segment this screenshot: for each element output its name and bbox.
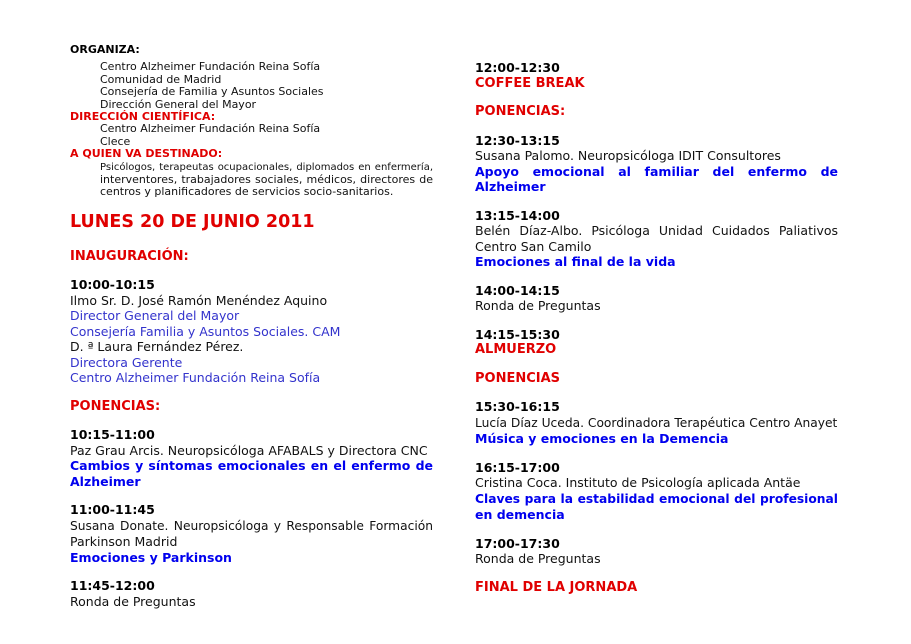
- session-time-text: 11:00-11:45: [70, 502, 155, 518]
- section-heading: [475, 104, 838, 120]
- section-heading: [70, 148, 433, 160]
- text-line-text: interventores, trabajadores sociales, médicos, directores de: [100, 173, 433, 187]
- text-line-text: Clece: [100, 134, 131, 148]
- info-heading-text: ORGANIZA:: [70, 43, 140, 56]
- text-line: [70, 186, 433, 198]
- text-line: [70, 594, 433, 610]
- session-time: [475, 327, 838, 343]
- talk-title: [475, 254, 838, 270]
- text-line: [70, 534, 433, 550]
- text-line-text: D. ª Laura Fernández Pérez.: [70, 339, 244, 355]
- text-line-text: Ilmo Sr. D. José Ramón Menéndez Aquino: [70, 292, 328, 308]
- session-time: [475, 208, 838, 224]
- talk-title-text: Alzheimer: [475, 179, 546, 194]
- session-time: [70, 578, 433, 594]
- talk-title: [475, 164, 838, 180]
- left-column: [70, 40, 433, 622]
- info-heading: [70, 44, 433, 56]
- talk-title-text: Alzheimer: [70, 473, 141, 489]
- day-title: [70, 212, 433, 232]
- speaker-role: [70, 355, 433, 371]
- section-heading-block: [475, 580, 838, 596]
- text-line: [475, 239, 838, 255]
- talk-title-text: Cambios y síntomas emocionales en el enfermo de: [70, 458, 433, 474]
- text-line: [475, 148, 838, 164]
- text-line-text: Parkinson Madrid: [70, 534, 178, 550]
- text-line-text: centros y planificadores de servicios socio-sanitarios.: [100, 185, 394, 199]
- session-time-text: 10:15-11:00: [70, 427, 155, 443]
- talk-title: [475, 431, 838, 447]
- text-line: [475, 415, 838, 432]
- session-block: [70, 502, 433, 565]
- session-block: [475, 399, 838, 447]
- session-time-text: 16:15-17:00: [475, 459, 560, 475]
- session-time-text: 17:00-17:30: [475, 535, 560, 551]
- talk-title-text: Música y emociones en la Demencia: [475, 431, 729, 446]
- session-block: [475, 460, 838, 523]
- section-heading-text: PONENCIAS: [475, 370, 561, 386]
- text-line-text: Consejería de Familia y Asuntos Sociales: [100, 85, 324, 99]
- text-line: [70, 293, 433, 309]
- session-block: [475, 133, 838, 195]
- section-heading-text: INAUGURACIÓN:: [70, 248, 189, 264]
- talk-title: [475, 507, 838, 523]
- section-heading: [475, 342, 838, 358]
- talk-title-text: Emociones al final de la vida: [475, 254, 676, 269]
- day-title-block: [70, 212, 433, 232]
- session-time-text: 15:30-16:15: [475, 399, 560, 414]
- text-line-text: Paz Grau Arcis. Neuropsicóloga AFABALS y Directora CNC: [70, 442, 428, 458]
- text-line-text: Cristina Coca. Instituto de Psicología aplicada Antäe: [475, 475, 801, 490]
- speaker-role-text: Director General del Mayor: [70, 308, 240, 324]
- text-line-text: Ronda de Preguntas: [475, 551, 601, 566]
- section-heading-block: [475, 104, 838, 120]
- info-block: [70, 161, 433, 199]
- session-time: [70, 502, 433, 518]
- text-line-text: Susana Palomo. Neuropsicóloga IDIT Consultores: [475, 148, 781, 163]
- session-block: [475, 60, 838, 91]
- session-block: [475, 327, 838, 358]
- session-time-text: 14:15-15:30: [475, 326, 560, 342]
- text-line: [70, 339, 433, 355]
- section-heading-text: DIRECCIÓN CIENTÍFICA:: [70, 110, 216, 124]
- text-line-text: Centro Alzheimer Fundación Reina Sofía: [100, 122, 321, 136]
- speaker-role: [70, 370, 433, 386]
- text-line: [70, 518, 433, 535]
- section-heading-text: COFFEE BREAK: [475, 75, 585, 91]
- info-block: [70, 123, 433, 148]
- session-block: [475, 208, 838, 270]
- session-time: [70, 277, 433, 293]
- right-column: [475, 40, 838, 622]
- section-heading: [70, 399, 433, 415]
- talk-title-text: Claves para la estabilidad emocional del profesional: [475, 491, 838, 506]
- session-time: [70, 427, 433, 443]
- session-time: [475, 283, 838, 299]
- text-line: [475, 475, 838, 491]
- section-heading-block: [475, 371, 838, 387]
- talk-title: [70, 458, 433, 474]
- session-time: [475, 133, 838, 149]
- text-line: [475, 551, 838, 567]
- session-block: [70, 427, 433, 489]
- session-time-text: 12:30-13:15: [475, 132, 560, 148]
- speaker-role-text: Consejería Familia y Asuntos Sociales. CAM: [70, 323, 341, 339]
- section-heading-text: PONENCIAS:: [70, 398, 161, 414]
- session-time-text: 14:00-14:15: [475, 282, 560, 298]
- session-time: [475, 536, 838, 552]
- speaker-role-text: Directora Gerente: [70, 354, 183, 370]
- speaker-role: [70, 324, 433, 340]
- info-block: [70, 61, 433, 111]
- session-time: [475, 460, 838, 476]
- session-block: [475, 283, 838, 314]
- section-heading-text: ALMUERZO: [475, 342, 557, 357]
- text-line-text: Belén Díaz-Albo. Psicóloga Unidad Cuidados Paliativos: [475, 223, 838, 238]
- text-line: [475, 223, 838, 239]
- section-heading-text: FINAL DE LA JORNADA: [475, 579, 638, 595]
- talk-title-text: Emociones y Parkinson: [70, 549, 232, 565]
- text-line-text: Susana Donate. Neuropsicóloga y Responsable Formación: [70, 518, 433, 533]
- text-line-text: Psicólogos, terapeutas ocupacionales, diplomados en enfermería,: [100, 161, 433, 173]
- section-heading: [475, 580, 838, 596]
- text-line-text: Ronda de Preguntas: [70, 593, 196, 609]
- section-heading-text: A QUIEN VA DESTINADO:: [70, 147, 223, 161]
- info-block: [70, 44, 433, 56]
- day-title-text: LUNES 20 DE JUNIO 2011: [70, 211, 315, 232]
- session-time: [475, 399, 838, 415]
- text-line-text: Ronda de Preguntas: [475, 298, 601, 313]
- talk-title: [475, 491, 838, 508]
- text-line-text: Comunidad de Madrid: [100, 72, 222, 86]
- session-time-text: 11:45-12:00: [70, 578, 155, 594]
- talk-title-text: Apoyo emocional al familiar del enfermo de: [475, 163, 838, 179]
- text-line-text: Centro San Camilo: [475, 238, 592, 254]
- session-time-text: 10:00-10:15: [70, 277, 155, 293]
- text-line: [70, 443, 433, 459]
- session-time-text: 12:00-12:30: [475, 60, 560, 75]
- section-heading: [475, 371, 838, 387]
- text-line-text: Lucía Díaz Uceda. Coordinadora Terapéutica Centro Anayet: [475, 415, 838, 430]
- talk-title: [70, 474, 433, 490]
- info-block: [70, 148, 433, 160]
- session-block: [475, 536, 838, 567]
- session-block: [70, 578, 433, 609]
- text-line-text: Dirección General del Mayor: [100, 97, 257, 111]
- session-time-text: 13:15-14:00: [475, 207, 560, 223]
- section-heading-text: PONENCIAS:: [475, 104, 566, 119]
- session-block: [70, 277, 433, 386]
- section-heading: [475, 76, 838, 92]
- talk-title: [475, 179, 838, 195]
- talk-title-text: en demencia: [475, 507, 565, 522]
- speaker-role-text: Centro Alzheimer Fundación Reina Sofía: [70, 370, 321, 386]
- section-heading-block: [70, 399, 433, 415]
- speaker-role: [70, 308, 433, 324]
- text-line: [475, 298, 838, 314]
- session-time: [475, 60, 838, 76]
- text-line: [70, 161, 433, 174]
- section-heading-block: [70, 249, 433, 265]
- talk-title: [70, 550, 433, 566]
- text-line-text: Centro Alzheimer Fundación Reina Sofía: [100, 60, 321, 74]
- section-heading: [70, 249, 433, 265]
